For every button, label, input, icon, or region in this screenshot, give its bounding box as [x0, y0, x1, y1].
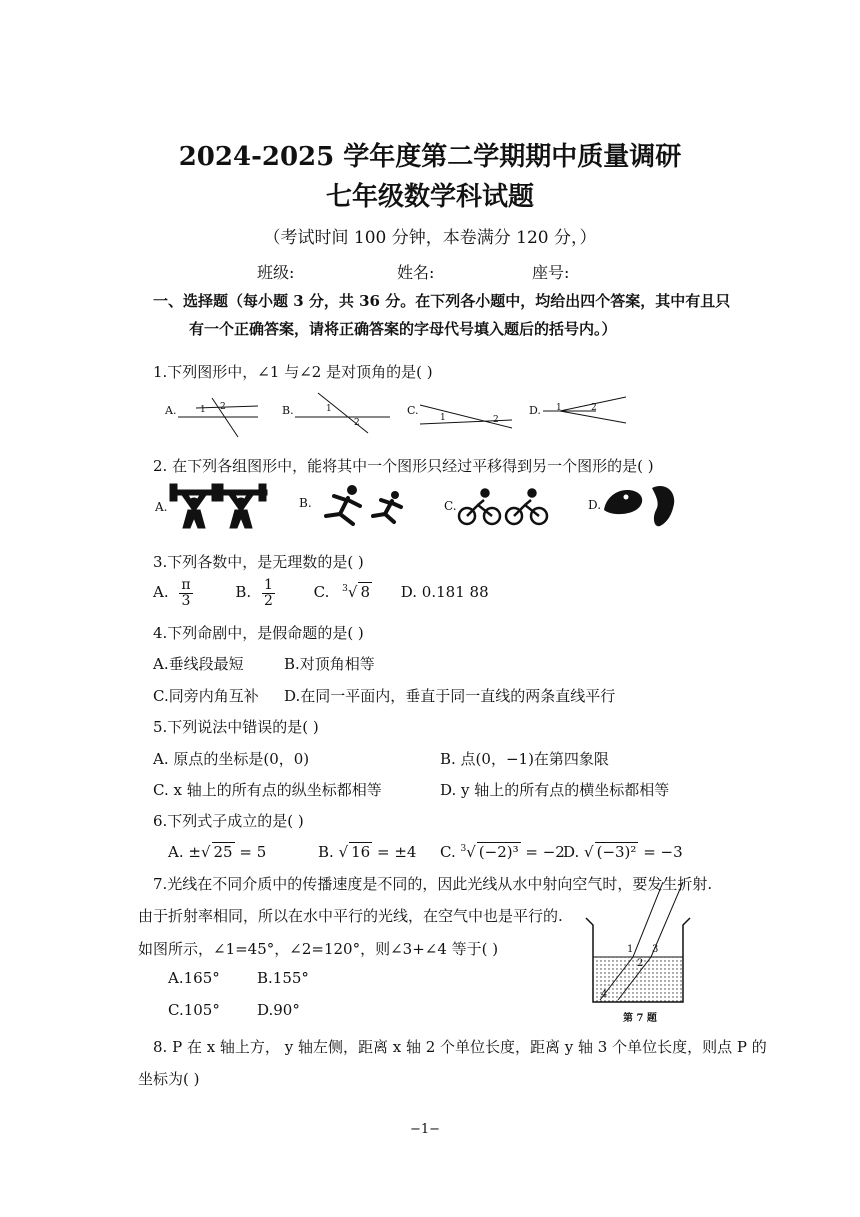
q7-fig-label-4: 4 [601, 989, 608, 1000]
q5-option-d: D. y 轴上的所有点的横坐标都相等 [440, 781, 670, 799]
page-subtitle: 七年级数学科试题 [325, 182, 534, 212]
q2-option-c: C. [444, 499, 457, 513]
q1-option-c: C. [407, 404, 419, 417]
q1-fig-b-label-2: 2 [354, 418, 360, 428]
q5-option-b: B. 点(0，−1)在第四象限 [440, 750, 609, 768]
q3-b-denominator: 2 [263, 592, 273, 609]
q6-option-c-root-index: 3 [460, 844, 467, 854]
q3-option-b: B. [235, 583, 252, 602]
q1-fig-c-label-2: 2 [493, 415, 499, 425]
q2-option-d: D. [588, 498, 602, 512]
q1-fig-b-label-1: 1 [326, 404, 332, 414]
q6-option-d-prefix: D. [563, 843, 585, 861]
q7-option-c: C.105° [168, 1001, 220, 1019]
q3-c-radicand: 8 [360, 583, 370, 602]
q4-option-c: C.同旁内角互补 [153, 687, 259, 705]
q1-fig-d-label-1: 1 [556, 403, 562, 413]
q3-option-a: A. [153, 583, 169, 602]
q6-option-a-result: = 5 [234, 843, 267, 861]
q7-option-b: B.155° [257, 969, 309, 987]
q8-line1: 8. P 在 x 轴上方， y 轴左侧，距离 x 轴 2 个单位长度，距离 y 轴 3 个单位长度，则点 P 的 [153, 1038, 767, 1056]
q2-option-b: B. [299, 496, 312, 510]
q7-option-d: D.90° [257, 1001, 300, 1019]
q1-stem: 1.下列图形中，∠1 与∠2 是对顶角的是( ) [153, 363, 433, 381]
q6-option-a-prefix: A. ± [168, 843, 201, 861]
section-heading-line1: 一、选择题（每小题 3 分，共 36 分。在下列各小题中，均给出四个答案，其中有且只 [153, 292, 731, 310]
q5-option-c: C. x 轴上的所有点的纵坐标都相等 [153, 781, 382, 799]
q7-line2: 由于折射率相同，所以在水中平行的光线，在空气中也是平行的. [138, 907, 563, 925]
q4-option-d: D.在同一平面内，垂直于同一直线的两条直线平行 [284, 687, 616, 705]
q3-a-numerator: π [181, 577, 191, 593]
q7-figure-caption: 第 7 题 [623, 1013, 657, 1024]
q6-option-c: C. $^3$√ (−2)³ = −2 [440, 843, 565, 861]
q6-option-c-prefix: C. [440, 843, 461, 861]
q6-option-d-radicand: (−3)² [596, 843, 637, 861]
q7-fig-label-2: 2 [637, 958, 644, 969]
q3-option-c: C. [313, 583, 330, 602]
q7-option-a: A.165° [168, 969, 220, 987]
q1-fig-c-label-1: 1 [440, 413, 446, 423]
q1-option-b: B. [282, 404, 294, 417]
q7-fig-label-1: 1 [627, 944, 634, 955]
q6-option-a: A. ±√ 25 = 5 [168, 843, 267, 861]
q7-line3: 如图所示，∠1=45°，∠2=120°，则∠3+∠4 等于( ) [138, 940, 499, 958]
q1-option-a: A. [165, 404, 177, 417]
q1-fig-d-label-2: 2 [591, 403, 597, 413]
q6-option-a-radicand: 25 [213, 843, 233, 861]
q6-option-c-radicand: (−2)³ [478, 843, 519, 861]
q3-b-numerator: 1 [263, 577, 273, 593]
q2-stem: 2. 在下列各组图形中，能将其中一个图形只经过平移得到另一个图形的是( ) [153, 457, 654, 475]
q8-line2: 坐标为( ) [138, 1070, 200, 1088]
page-title: 2024-2025 学年度第二学期期中质量调研 [178, 142, 682, 172]
q6-option-d-result: = −3 [638, 843, 683, 861]
q4-option-b: B.对顶角相等 [284, 655, 375, 673]
seat-label: 座号: [532, 263, 570, 282]
q6-stem: 6.下列式子成立的是( ) [153, 812, 304, 830]
q3-stem: 3.下列各数中，是无理数的是( ) [153, 553, 364, 571]
q3-option-d: D. 0.181 88 [400, 583, 489, 602]
q1-fig-a-label-2: 2 [220, 402, 226, 412]
section-heading-line2: 有一个正确答案，请将正确答案的字母代号填入题后的括号内。） [189, 320, 617, 338]
q4-stem: 4.下列命剧中，是假命题的是( ) [153, 624, 364, 642]
q3-options: A. $\frac{\pi}{3}$ B. $\frac{1}{2}$ C. $^3$√ 8 D. 0.181 88 [153, 577, 489, 609]
q5-stem: 5.下列说法中错误的是( ) [153, 718, 319, 736]
q6-option-b: B. √ 16 = ±4 [318, 843, 417, 861]
page-number: −1− [410, 1122, 441, 1137]
q3-a-denominator: 3 [181, 592, 191, 609]
q1-fig-a-label-1: 1 [200, 405, 206, 415]
q7-fig-label-3: 3 [652, 944, 659, 955]
q6-option-d: D. √ (−3)² = −3 [563, 843, 683, 861]
exam-info: （考试时间 100 分钟，本卷满分 120 分，） [263, 228, 597, 248]
q5-option-a: A. 原点的坐标是(0，0) [153, 750, 310, 768]
q6-option-b-result: = ±4 [372, 843, 417, 861]
q6-option-c-result: = −2 [520, 843, 565, 861]
q1-option-d: D. [529, 404, 541, 417]
class-label: 班级: [257, 263, 295, 282]
name-label: 姓名: [397, 263, 435, 282]
q4-option-a: A.垂线段最短 [153, 655, 244, 673]
q3-c-root-index: 3 [342, 584, 348, 595]
q6-option-b-prefix: B. [318, 843, 339, 861]
q7-line1: 7.光线在不同介质中的传播速度是不同的，因此光线从水中射向空气时，要发生折射. [153, 875, 713, 893]
q6-option-b-radicand: 16 [351, 843, 371, 861]
q2-option-a: A. [155, 500, 168, 514]
